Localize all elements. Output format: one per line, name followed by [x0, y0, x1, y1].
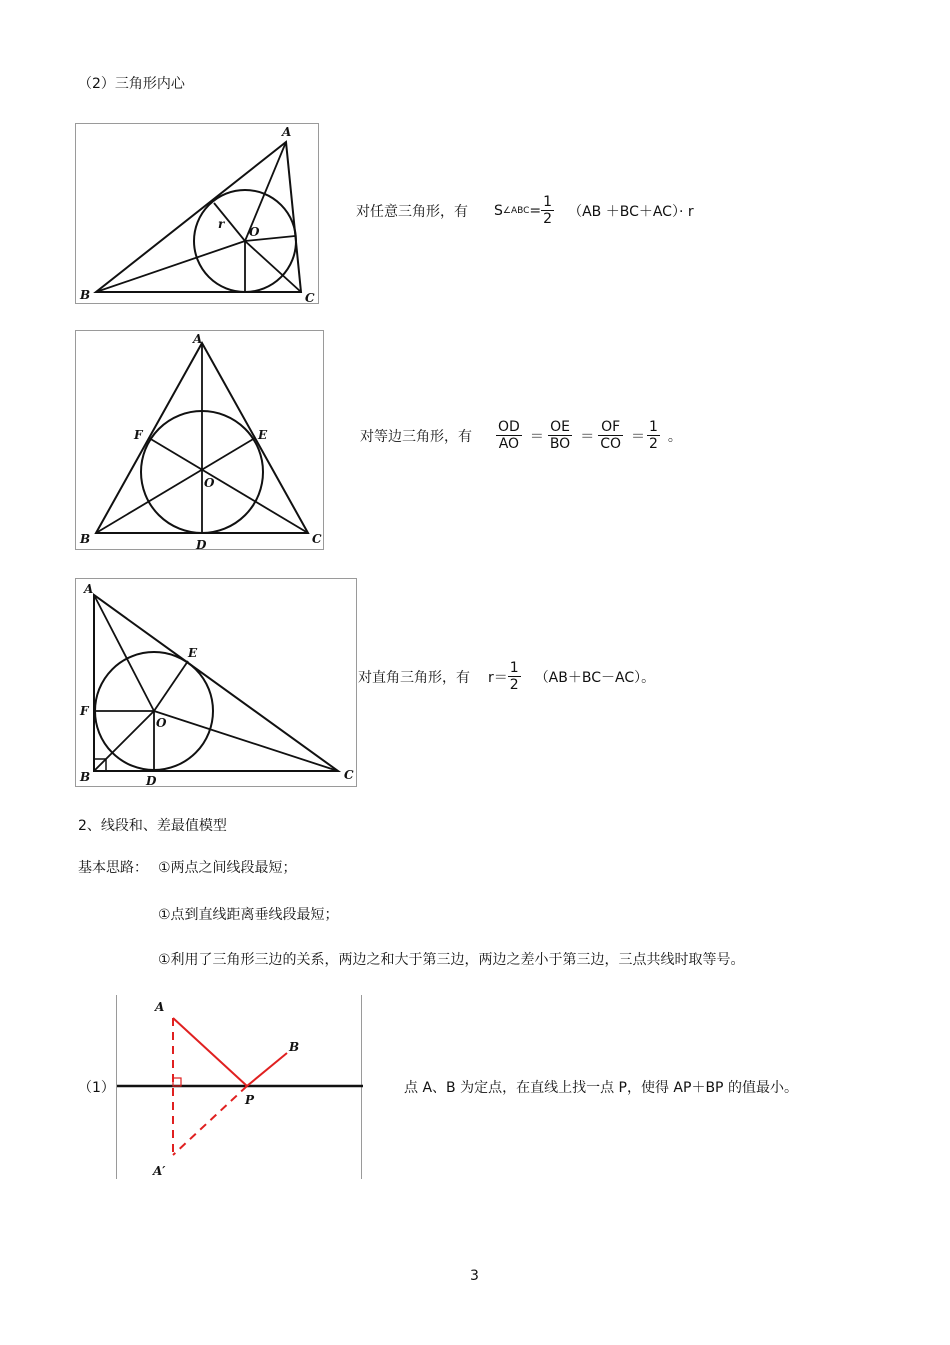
case-1-label: （1）	[78, 1080, 115, 1096]
formula-lead: 对任意三角形，有	[356, 203, 468, 220]
label-C: C	[344, 768, 354, 782]
section-heading-minmax: 2、线段和、差最值模型	[78, 818, 227, 834]
label-O: O	[156, 716, 167, 730]
fraction-denominator: 2	[649, 436, 658, 453]
label-C: C	[312, 532, 322, 546]
page-number: 3	[470, 1268, 479, 1284]
label-C: C	[305, 291, 315, 305]
fraction-od-ao	[496, 419, 522, 452]
figure-reflection-model	[116, 995, 362, 1179]
fraction-denominator: CO	[600, 436, 621, 453]
fraction-numerator: OF	[598, 419, 623, 436]
label-D: D	[196, 538, 207, 551]
fraction-numerator: 1	[649, 419, 658, 435]
figure-arbitrary-triangle	[75, 123, 319, 304]
equals: ＝	[580, 428, 595, 445]
formula-equilateral	[360, 419, 682, 452]
equilateral-triangle-diagram	[76, 331, 325, 551]
arbitrary-triangle-diagram	[76, 124, 320, 305]
fraction-denominator: 2	[509, 677, 519, 694]
label-O: O	[249, 225, 260, 239]
formula-tail: （AB ＋BC＋AC）· r	[568, 203, 694, 220]
formula-tail: （AB＋BC－AC）。	[534, 669, 656, 686]
fraction-numerator: OE	[548, 419, 572, 436]
label-B: B	[80, 770, 91, 784]
equals: =	[529, 202, 542, 219]
area-subscript: ∠ABC	[502, 205, 530, 216]
fraction-half	[647, 419, 660, 452]
fraction-numerator: 1	[509, 660, 519, 676]
label-A: A	[155, 1000, 165, 1014]
area-symbol: S	[494, 202, 503, 219]
label-B: B	[289, 1040, 300, 1054]
fraction-numerator: OD	[498, 419, 520, 435]
label-r: r	[218, 217, 225, 231]
figure-equilateral-triangle	[75, 330, 324, 550]
label-E: E	[258, 428, 268, 442]
fraction-oe-bo	[548, 419, 572, 452]
label-P: P	[245, 1093, 255, 1107]
period: 。	[667, 428, 682, 445]
figure-right-triangle	[75, 578, 357, 787]
formula-right	[358, 660, 655, 693]
fraction-half	[541, 194, 554, 227]
equals: ＝	[631, 428, 645, 445]
label-A-prime: A′	[153, 1164, 166, 1178]
label-A: A	[84, 582, 94, 596]
basic-ideas-label: 基本思路：	[78, 860, 148, 876]
label-B: B	[80, 532, 91, 546]
label-B: B	[80, 288, 91, 302]
idea-item-1: ①两点之间线段最短；	[158, 860, 297, 876]
fraction-denominator: BO	[549, 436, 571, 453]
label-F: F	[134, 428, 143, 442]
formula-lead: 对等边三角形，有	[360, 428, 472, 445]
formula-r: r＝	[488, 669, 508, 686]
idea-item-2: ①点到直线距离垂线段最短；	[158, 907, 339, 923]
fraction-half	[508, 660, 521, 693]
label-A: A	[282, 125, 292, 139]
label-D: D	[146, 774, 157, 788]
fraction-denominator: 2	[543, 211, 553, 228]
label-F: F	[80, 704, 89, 718]
reflection-diagram	[117, 995, 363, 1179]
fraction-denominator: AO	[498, 436, 520, 453]
formula-arbitrary	[356, 194, 694, 227]
label-O: O	[204, 476, 215, 490]
fraction-numerator: 1	[543, 194, 553, 210]
equals: ＝	[529, 428, 544, 445]
section-heading-incenter: （2）三角形内心	[78, 76, 185, 92]
fraction-of-co	[598, 419, 623, 452]
right-triangle-diagram	[76, 579, 358, 788]
case-1-description: 点 A、B 为定点，在直线上找一点 P，使得 AP＋BP 的值最小。	[404, 1080, 798, 1096]
idea-item-3: ①利用了三角形三边的关系，两边之和大于第三边，两边之差小于第三边，三点共线时取等号。	[158, 952, 745, 968]
formula-lead: 对直角三角形，有	[358, 669, 470, 686]
label-A: A	[193, 332, 203, 346]
label-E: E	[188, 646, 198, 660]
